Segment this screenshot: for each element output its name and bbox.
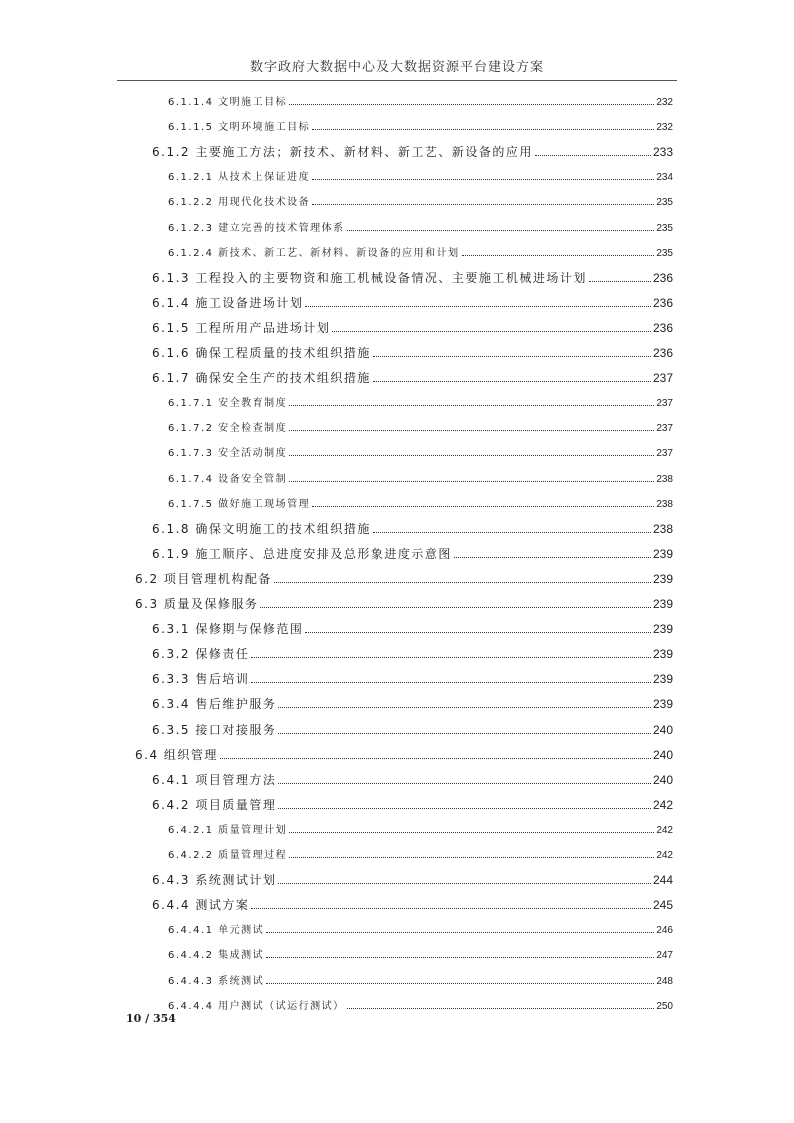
toc-entry-page: 244	[652, 873, 673, 888]
toc-entry-title: 6.4.2.2 质量管理过程	[168, 850, 288, 861]
toc-entry-title: 6.1.7.4 设备安全管制	[168, 473, 288, 485]
toc-entry[interactable]	[168, 118, 673, 133]
toc-entry-page: 240	[652, 772, 673, 787]
toc-entry-title: 6.4.4 测试方案	[152, 898, 250, 913]
toc-entry-page: 238	[656, 498, 673, 510]
toc-leader-dots	[251, 681, 651, 683]
toc-leader-dots	[454, 556, 651, 558]
toc-entry-title: 6.3.3 售后培训	[152, 672, 250, 687]
toc-entry[interactable]	[168, 846, 673, 861]
toc-leader-dots	[373, 531, 651, 533]
toc-entry[interactable]	[168, 244, 673, 259]
toc-entry-title: 6.1.5 工程所用产品进场计划	[152, 320, 331, 335]
page-number: 10 / 354	[126, 1012, 176, 1025]
toc-leader-dots	[312, 505, 654, 507]
toc-leader-dots	[266, 982, 654, 984]
toc-leader-dots	[289, 454, 654, 456]
toc-leader-dots	[289, 831, 654, 833]
toc-leader-dots	[589, 280, 651, 282]
toc-leader-dots	[266, 956, 654, 958]
toc-entry-title: 6.2 项目管理机构配备	[135, 571, 272, 586]
toc-entry-page: 239	[652, 597, 673, 611]
toc-entry-page: 237	[656, 398, 673, 410]
toc-entry-page: 239	[652, 672, 673, 687]
toc-entry-page: 236	[652, 295, 673, 310]
toc-entry-title: 6.1.7.1 安全教育制度	[168, 398, 288, 410]
toc-entry-page: 250	[656, 1000, 673, 1012]
toc-entry[interactable]	[168, 419, 673, 434]
toc-entry[interactable]	[152, 143, 673, 160]
toc-entry-title: 6.1.7 确保安全生产的技术组织措施	[152, 371, 371, 386]
toc-entry-page: 247	[656, 950, 673, 962]
toc-entry-page: 235	[656, 247, 673, 259]
toc-entry[interactable]	[152, 695, 673, 712]
toc-leader-dots	[266, 931, 654, 933]
toc-entry-title: 6.3.5 接口对接服务	[152, 722, 277, 737]
toc-leader-dots	[274, 581, 651, 583]
toc-entry-title: 6.4.2.1 质量管理计划	[168, 824, 288, 836]
toc-entry[interactable]	[168, 946, 673, 961]
toc-leader-dots	[278, 732, 651, 734]
toc-entry-title: 6.4.2 项目质量管理	[152, 797, 277, 812]
toc-entry-title: 6.4.4.2 集成测试	[168, 950, 265, 962]
toc-entry-page: 236	[652, 270, 673, 285]
toc-entry-page: 239	[652, 571, 673, 586]
toc-entry-title: 6.3 质量及保修服务	[135, 597, 259, 611]
toc-entry[interactable]	[152, 520, 673, 537]
toc-leader-dots	[251, 907, 651, 909]
toc-entry-title: 6.4.4.4 用户测试（试运行测试）	[168, 1000, 345, 1012]
toc-leader-dots	[278, 782, 651, 784]
toc-entry[interactable]	[168, 193, 673, 208]
toc-leader-dots	[535, 154, 651, 156]
toc-leader-dots	[278, 882, 651, 884]
toc-entry-page: 235	[656, 197, 673, 209]
toc-entry-title: 6.1.2 主要施工方法；新技术、新材料、新工艺、新设备的应用	[152, 145, 533, 160]
toc-entry-page: 239	[652, 622, 673, 637]
toc-entry-page: 237	[652, 371, 673, 386]
toc-leader-dots	[251, 656, 651, 658]
toc-entry[interactable]	[168, 168, 673, 183]
toc-entry-title: 6.1.8 确保文明施工的技术组织措施	[152, 521, 371, 536]
toc-leader-dots	[312, 178, 654, 180]
toc-entry[interactable]	[152, 344, 673, 361]
toc-leader-dots	[289, 103, 654, 105]
toc-leader-dots	[289, 856, 654, 858]
toc-entry-title: 6.4.4.3 系统测试	[168, 975, 265, 987]
toc-entry[interactable]	[168, 444, 673, 459]
toc-entry-page: 240	[652, 722, 673, 737]
toc-leader-dots	[289, 404, 654, 406]
toc-entry-title: 6.1.6 确保工程质量的技术组织措施	[152, 346, 371, 360]
toc-entry-page: 245	[652, 898, 673, 913]
toc-entry-title: 6.1.2.1 从技术上保证进度	[168, 172, 311, 184]
toc-leader-dots	[332, 330, 651, 332]
toc-entry-title: 6.1.3 工程投入的主要物资和施工机械设备情况、主要施工机械进场计划	[152, 270, 587, 285]
toc-entry[interactable]	[135, 570, 673, 587]
document-header: 数字政府大数据中心及大数据资源平台建设方案	[249, 60, 544, 75]
toc-leader-dots	[373, 355, 651, 357]
toc-entry[interactable]	[168, 972, 673, 987]
toc-entry-title: 6.1.2.4 新技术、新工艺、新材料、新设备的应用和计划	[168, 247, 460, 259]
toc-leader-dots	[305, 631, 651, 633]
toc-leader-dots	[260, 606, 651, 608]
toc-entry-page: 239	[652, 546, 673, 561]
toc-leader-dots	[305, 305, 651, 307]
toc-entry-page: 237	[656, 448, 673, 460]
toc-entry-page: 235	[656, 222, 673, 234]
toc-entry[interactable]	[152, 670, 673, 687]
toc-leader-dots	[289, 429, 654, 431]
toc-entry-page: 236	[652, 320, 673, 335]
toc-entry-title: 6.1.2.2 用现代化技术设备	[168, 197, 311, 209]
toc-entry-title: 6.1.9 施工顺序、总进度安排及总形象进度示意图	[152, 546, 452, 561]
toc-entry-page: 242	[652, 797, 673, 812]
toc-entry[interactable]	[152, 319, 673, 336]
toc-entry[interactable]	[135, 746, 673, 763]
toc-entry[interactable]	[152, 771, 673, 788]
toc-entry[interactable]	[152, 369, 673, 386]
toc-entry-title: 6.1.1.5 文明环境施工目标	[168, 122, 311, 134]
toc-entry-title: 6.4.4.1 单元测试	[168, 925, 265, 937]
toc-entry-page: 234	[656, 172, 673, 184]
toc-entry-page: 236	[652, 346, 673, 360]
toc-leader-dots	[312, 203, 654, 205]
toc-entry[interactable]	[168, 821, 673, 836]
toc-entry[interactable]	[168, 470, 673, 485]
toc-entry[interactable]	[168, 219, 673, 234]
toc-entry-page: 239	[652, 647, 673, 662]
toc-leader-dots	[347, 229, 655, 231]
toc-entry[interactable]	[152, 871, 673, 888]
toc-leader-dots	[278, 706, 651, 708]
toc-entry-title: 6.1.7.3 安全活动制度	[168, 448, 288, 460]
toc-entry-page: 248	[656, 975, 673, 987]
toc-entry-title: 6.1.4 施工设备进场计划	[152, 295, 304, 310]
toc-entry[interactable]	[152, 896, 673, 913]
toc-entry[interactable]	[152, 294, 673, 311]
toc-entry[interactable]	[168, 921, 673, 936]
toc-entry-page: 240	[652, 747, 673, 762]
toc-entry-title: 6.1.2.3 建立完善的技术管理体系	[168, 222, 345, 234]
toc-entry-title: 6.3.2 保修责任	[152, 647, 250, 662]
toc-entry[interactable]	[152, 545, 673, 562]
toc-entry-page: 232	[656, 122, 673, 134]
toc-entry[interactable]	[168, 495, 673, 510]
toc-entry-page: 246	[656, 925, 673, 937]
toc-leader-dots	[220, 757, 651, 759]
toc-leader-dots	[462, 254, 655, 256]
toc-entry-page: 232	[656, 97, 673, 108]
toc-entry[interactable]	[135, 595, 673, 612]
toc-leader-dots	[278, 807, 651, 809]
toc-entry[interactable]	[152, 645, 673, 662]
toc-entry-page: 242	[656, 850, 673, 861]
toc-leader-dots	[312, 128, 654, 130]
toc-entry[interactable]	[152, 796, 673, 813]
header-divider	[117, 80, 677, 81]
toc-leader-dots	[289, 480, 654, 482]
toc-entry[interactable]	[152, 269, 673, 286]
toc-entry-page: 238	[656, 473, 673, 485]
toc-entry-title: 6.4.3 系统测试计划	[152, 873, 277, 888]
toc-entry-title: 6.3.1 保修期与保修范围	[152, 622, 304, 637]
toc-entry-title: 6.3.4 售后维护服务	[152, 697, 277, 712]
toc-entry[interactable]	[152, 620, 673, 637]
toc-entry-title: 6.4 组织管理	[135, 747, 218, 762]
toc-entry-title: 6.4.1 项目管理方法	[152, 772, 277, 787]
toc-entry-page: 242	[656, 824, 673, 836]
toc-entry-title: 6.1.1.4 文明施工目标	[168, 97, 288, 108]
toc-entry-title: 6.1.7.2 安全检查制度	[168, 423, 288, 435]
toc-leader-dots	[373, 380, 651, 382]
toc-entry-page: 239	[652, 697, 673, 712]
toc-entry[interactable]	[168, 997, 673, 1012]
toc-entry-page: 238	[652, 521, 673, 536]
toc-entry[interactable]	[152, 721, 673, 738]
toc-entry[interactable]	[168, 93, 673, 108]
toc-entry-title: 6.1.7.5 做好施工现场管理	[168, 498, 311, 510]
toc-entry-page: 237	[656, 423, 673, 435]
toc-entry[interactable]	[168, 394, 673, 409]
toc-leader-dots	[347, 1007, 655, 1009]
toc-entry-page: 233	[652, 145, 673, 160]
